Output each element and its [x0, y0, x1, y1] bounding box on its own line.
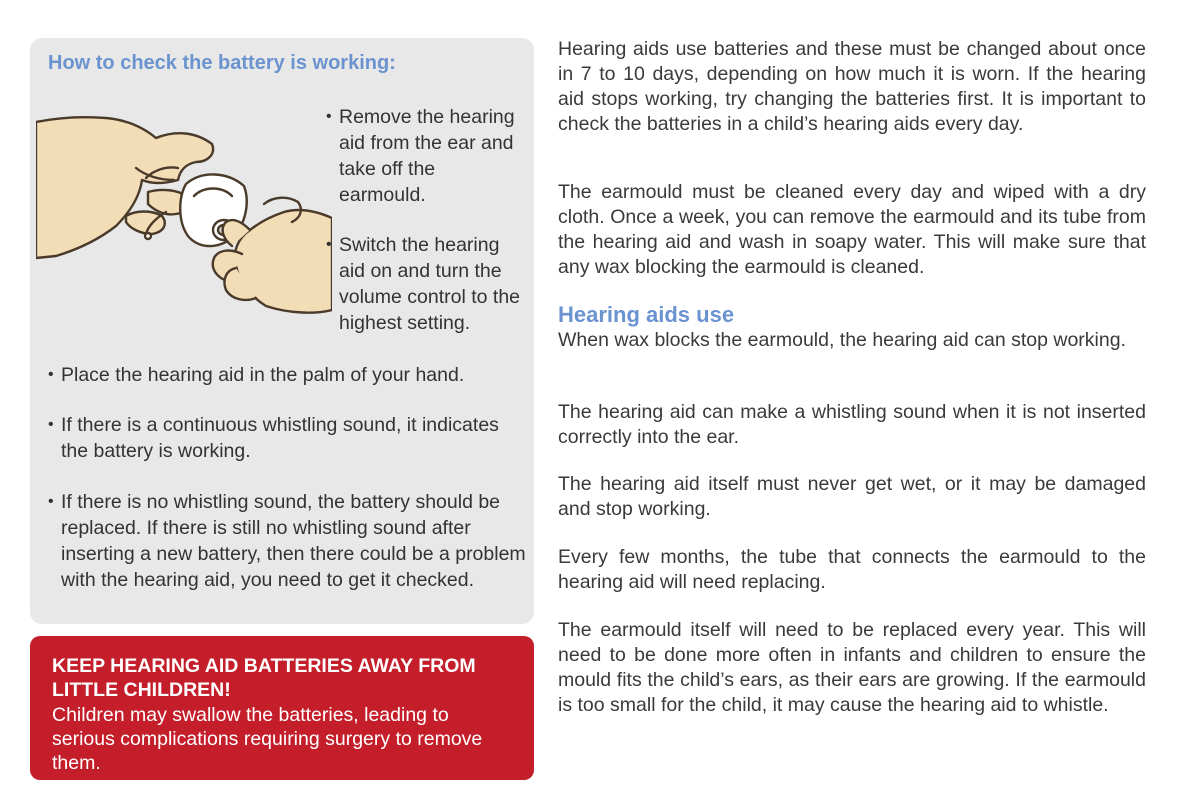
- hands-hearing-aid-illustration: [36, 100, 332, 314]
- battery-warning-box: [30, 636, 534, 780]
- bullet-icon: •: [48, 416, 54, 433]
- battery-step-remove: • Remove the hearing aid from the ear and take off the earmould.: [326, 106, 515, 206]
- paragraph-tube: Every few months, the tube that connects the earmould to the hearing aid will need replacing.: [558, 546, 1146, 593]
- battery-step-replace: • If there is no whistling sound, the battery should be replaced. If there is still no whistling sound after inserting a new battery, then there could be a problem with the hearing aid, you need to get it checked.: [48, 491, 526, 591]
- warning-heading: KEEP HEARING AID BATTERIES AWAY FROM LITTLE CHILDREN!: [52, 655, 476, 701]
- battery-step-whistling: • If there is a continuous whistling sound, it indicates the battery is working.: [48, 414, 499, 462]
- battery-check-title: How to check the battery is working:: [48, 52, 396, 74]
- paragraph-batteries: Hearing aids use batteries and these must be changed about once in 7 to 10 days, depending on how much it is worn. If the hearing aid stops working, try changing the batteries first. It is important to check the batteries in a child’s hearing aids every day.: [558, 38, 1146, 135]
- bullet-icon: •: [48, 366, 54, 383]
- warning-body: Children may swallow the batteries, leading to serious complications requiring surgery to remove them.: [52, 704, 483, 774]
- paragraph-earmould-replace: The earmould itself will need to be replaced every year. This will need to be done more often in infants and children to ensure the mould fits the child’s ears, as their ears are growing. If the earmould is too small for the child, it may cause the hearing aid to whistle.: [558, 619, 1146, 716]
- paragraph-earmould-cleaning: The earmould must be cleaned every day and wiped with a dry cloth. Once a week, you can remove the earmould and its tube from the hearing aid and wash in soapy water. This will make sure that any wax blocking the earmould is cleaned.: [558, 181, 1146, 278]
- bullet-icon: •: [326, 108, 332, 125]
- bullet-icon: •: [48, 493, 54, 510]
- paragraph-whistling: The hearing aid can make a whistling sound when it is not inserted correctly into the ear.: [558, 401, 1146, 448]
- paragraph-wax: When wax blocks the earmould, the hearing aid can stop working.: [558, 329, 1126, 351]
- section-heading-hearing-aids-use: Hearing aids use: [558, 302, 735, 327]
- bullet-icon: •: [326, 236, 332, 253]
- paragraph-wet: The hearing aid itself must never get wet, or it may be damaged and stop working.: [558, 473, 1146, 520]
- battery-step-palm: • Place the hearing aid in the palm of your hand.: [48, 364, 465, 386]
- battery-step-switch-on: • Switch the hearing aid on and turn the volume control to the highest setting.: [326, 234, 521, 334]
